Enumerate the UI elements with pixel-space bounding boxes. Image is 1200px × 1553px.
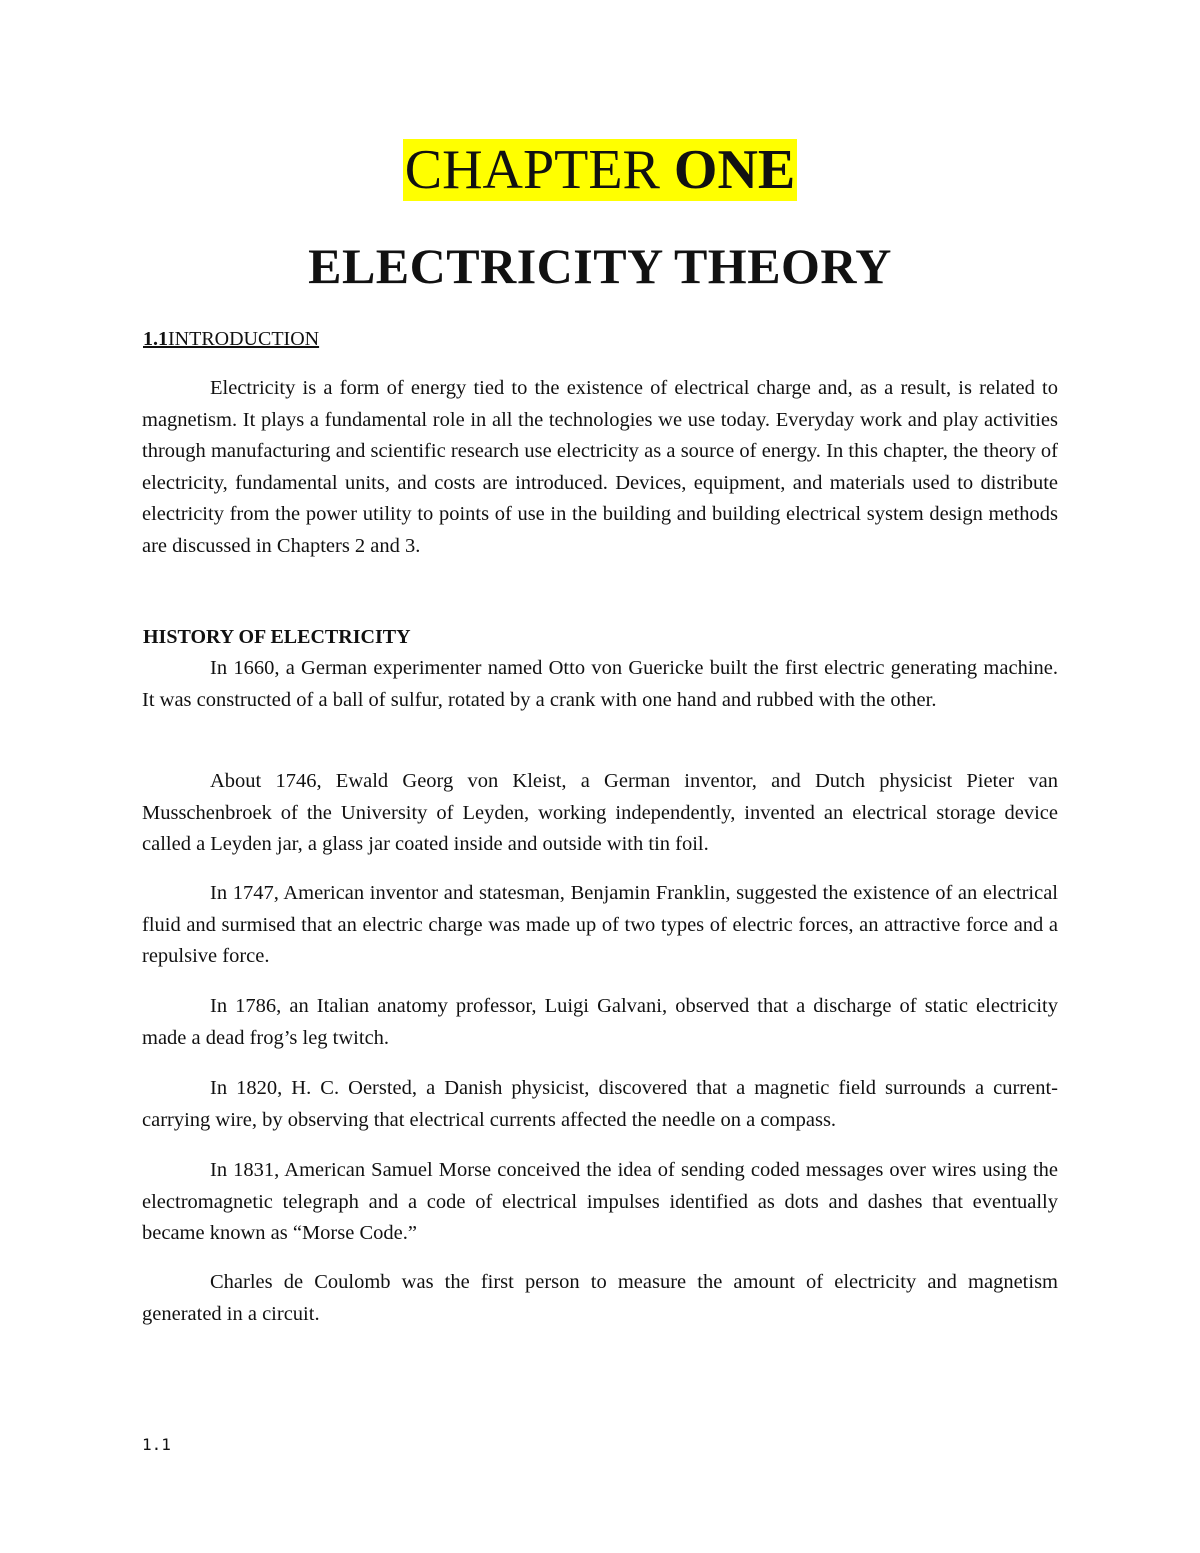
chapter-label: CHAPTER [404, 139, 660, 201]
history-paragraph-leyden-jar: About 1746, Ewald Georg von Kleist, a German inventor, and Dutch physicist Pieter van Musschenbroek of the University of Leyden, working independently, invented an electrical storage device called a Leyden jar, a glass jar coated inside and outside with tin foil. [142, 770, 1058, 855]
chapter-highlight [403, 139, 798, 201]
introduction-paragraph: Electricity is a form of energy tied to the existence of electrical charge and, as a result, is related to magnetism. It plays a fundamental role in all the technologies we use today. Everyday work and play activities through manufacturing and scientific research use electricity as a source of energy. In this chapter, the theory of electricity, fundamental units, and costs are introduced. Devices, equipment, and materials used to distribute electricity from the power utility to points of use in the building and building electrical system design methods are discussed in Chapters 2 and 3. [142, 377, 1058, 557]
history-paragraph-morse: In 1831, American Samuel Morse conceived the idea of sending coded messages over wires using the electromagnetic telegraph and a code of electrical impulses identified as dots and dashes that eventually became known as “Morse Code.” [142, 1159, 1058, 1244]
history-paragraph-guericke: In 1660, a German experimenter named Otto von Guericke built the first electric generating machine. It was constructed of a ball of sulfur, rotated by a crank with one hand and rubbed with the other. [142, 657, 1058, 711]
introduction-heading [143, 326, 319, 352]
history-paragraph-oersted: In 1820, H. C. Oersted, a Danish physicist, discovered that a magnetic field surrounds a current-carrying wire, by observing that electrical currents affected the needle on a compass. [142, 1077, 1058, 1131]
document-title: ELECTRICITY THEORY [308, 238, 892, 294]
section-heading-text: INTRODUCTION [168, 328, 320, 350]
history-paragraph-franklin: In 1747, American inventor and statesman, Benjamin Franklin, suggested the existence of an electrical fluid and surmised that an electric charge was made up of two types of electric forces, an attractive force and a repulsive force. [142, 882, 1058, 967]
history-heading: HISTORY OF ELECTRICITY [143, 626, 411, 648]
page-number: 1.1 [142, 1435, 171, 1454]
chapter-number: ONE [673, 139, 796, 201]
chapter-heading [0, 138, 1200, 202]
history-paragraph-coulomb: Charles de Coulomb was the first person to measure the amount of electricity and magnetism generated in a circuit. [142, 1271, 1058, 1325]
section-number: 1.1 [143, 328, 168, 350]
history-paragraph-galvani: In 1786, an Italian anatomy professor, Luigi Galvani, observed that a discharge of static electricity made a dead frog’s leg twitch. [142, 995, 1058, 1049]
